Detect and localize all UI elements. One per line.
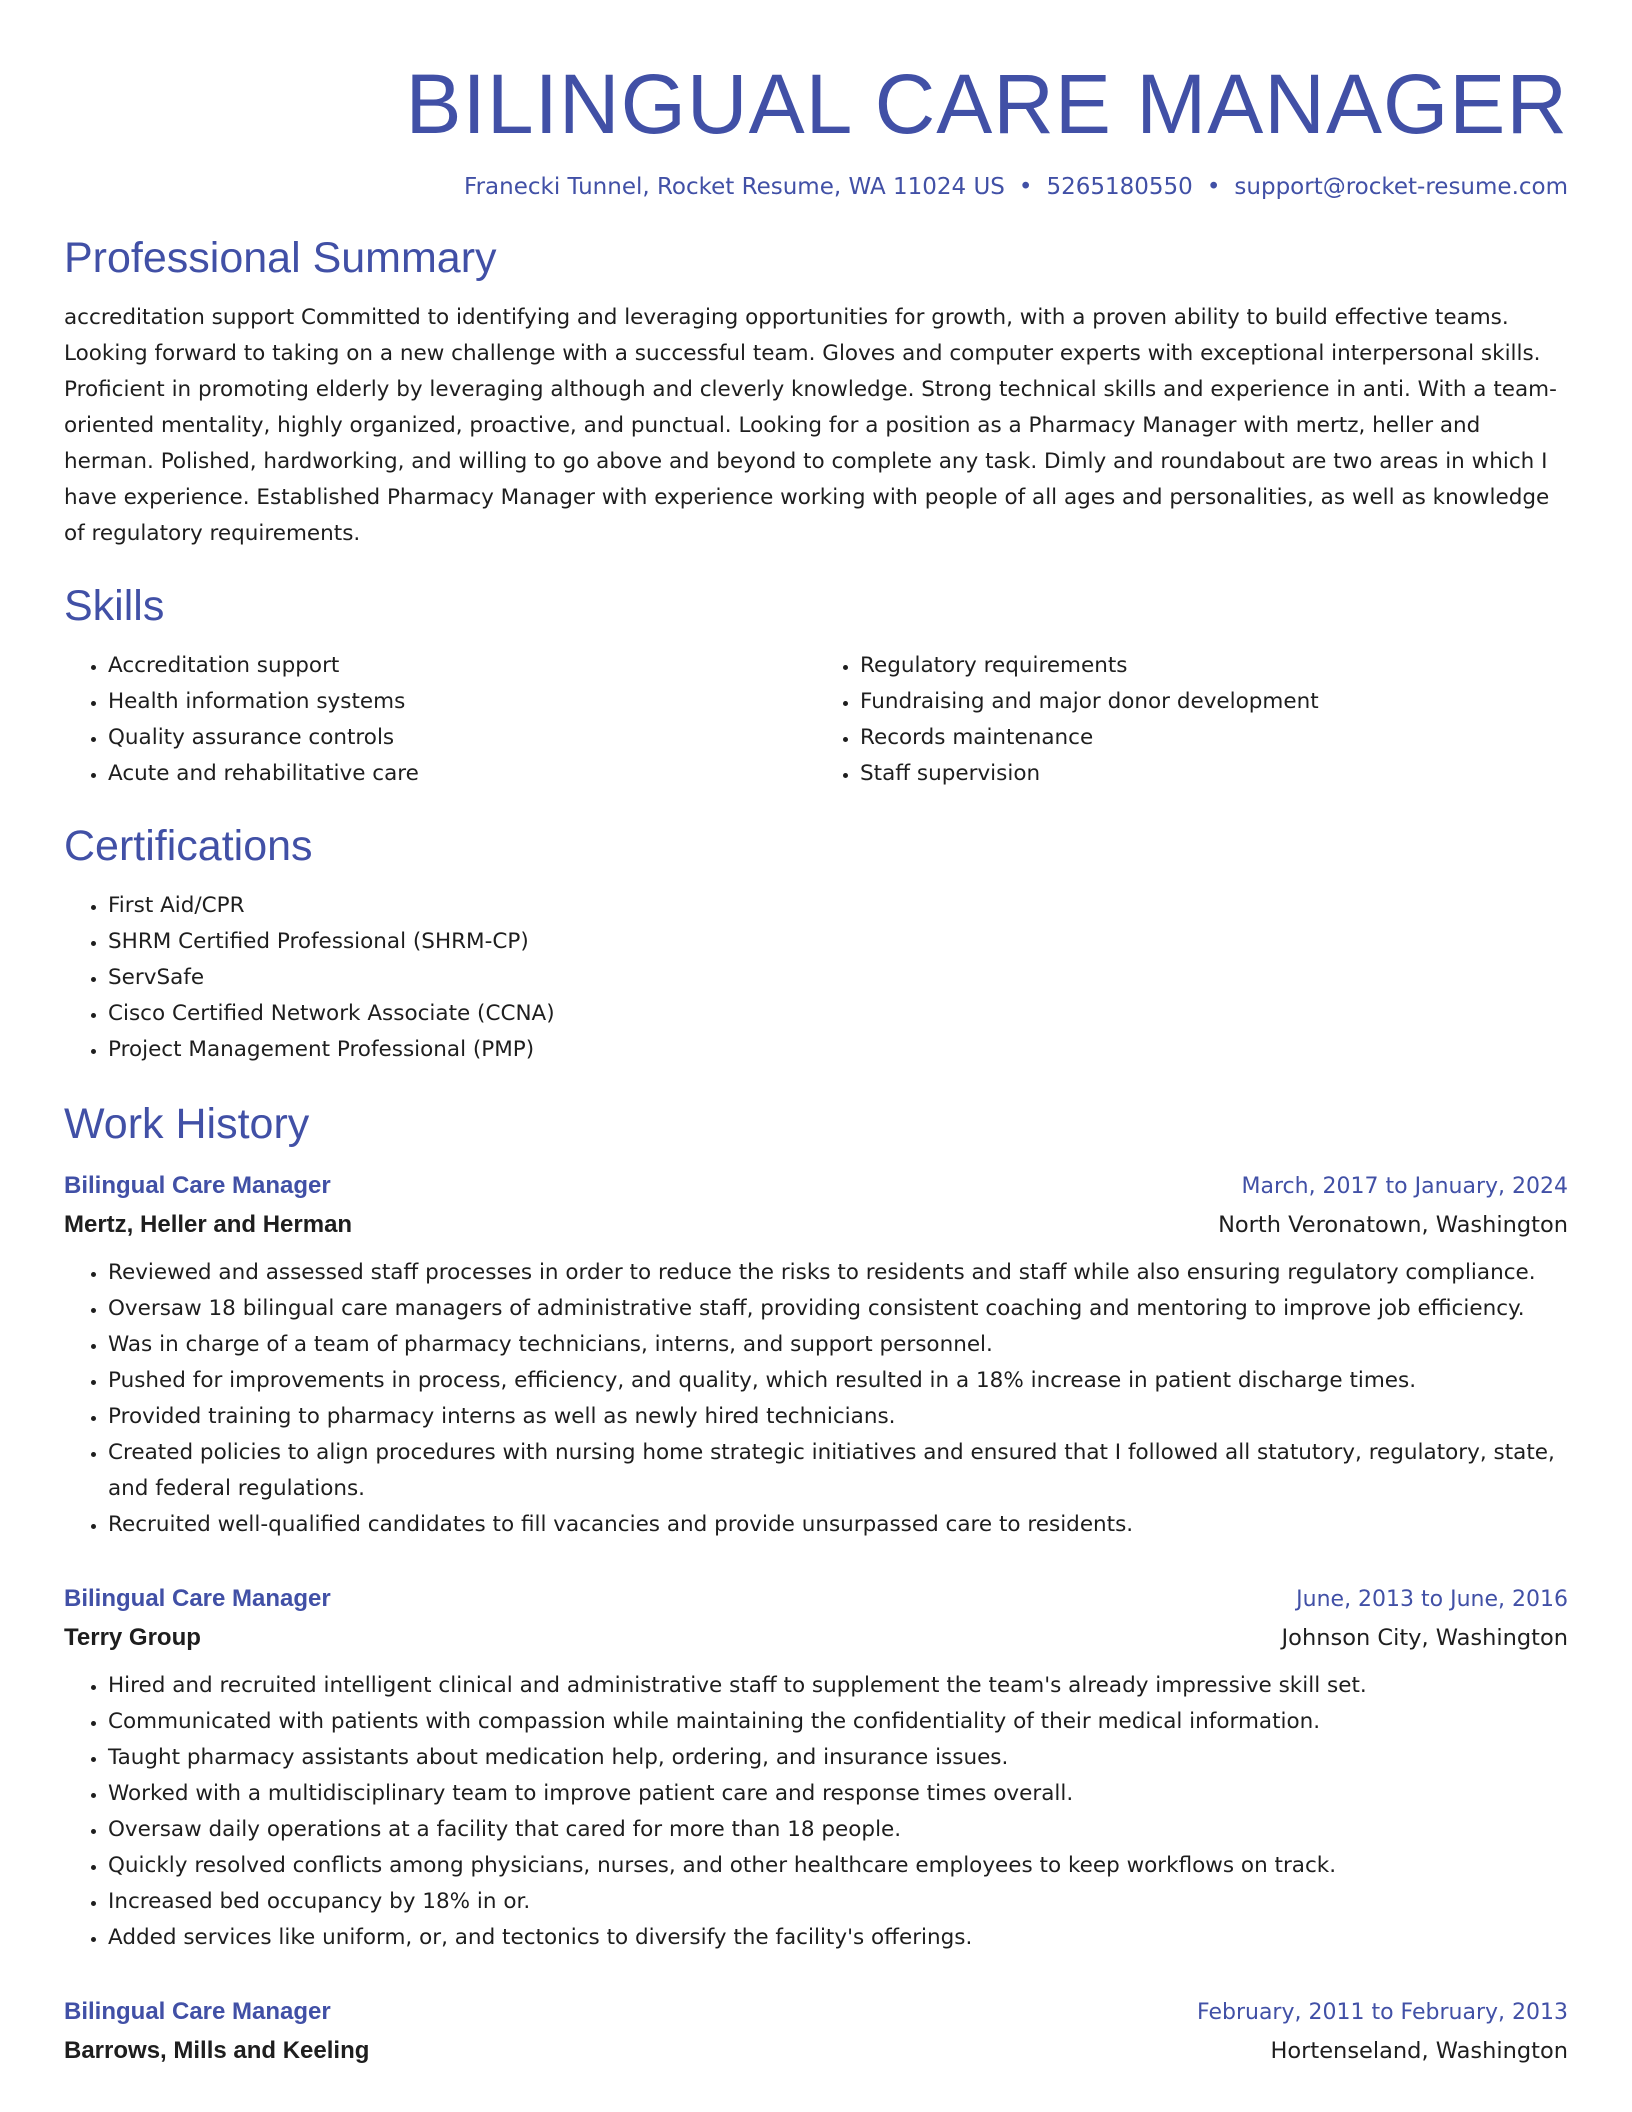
skills-columns [64,648,1568,792]
job-duty-item: • Recruited well-qualified candidates to fill vacancies and provide unsurpassed care to residents. [108,1507,1568,1543]
job-header-row [64,1168,1568,1205]
job-location: Johnson City, Washington [1281,1625,1568,1651]
skill-item: • Health information systems [108,684,816,720]
job-company-row [64,1205,1568,1245]
job-title: Bilingual Care Manager [64,1998,331,2025]
skill-item: • Staff supervision [860,756,1568,792]
job-duty-item: • Was in charge of a team of pharmacy technicians, interns, and support personnel. [108,1327,1568,1363]
contact-line [64,172,1568,202]
job-location: Hortenseland, Washington [1270,2038,1568,2064]
job-duty-item: • Added services like uniform, or, and tectonics to diversify the facility's offerings. [108,1920,1568,1956]
job-duty-item: • Communicated with patients with compassion while maintaining the confidentiality of their medical information. [108,1704,1568,1740]
job-company: Terry Group [64,1624,201,1651]
summary-heading: Professional Summary [64,234,497,282]
job-company: Barrows, Mills and Keeling [64,2037,370,2064]
contact-separator: • [1018,174,1033,200]
job-dates: March, 2017 to January, 2024 [1241,1174,1568,1199]
contact-separator: • [1206,174,1221,200]
job-entry [64,1581,1568,1956]
job-company: Mertz, Heller and Herman [64,1211,353,1238]
job-duty-item: • Worked with a multidisciplinary team to improve patient care and response times overall. [108,1776,1568,1812]
certifications-list [64,888,1568,1068]
job-dates: June, 2013 to June, 2016 [1296,1587,1568,1612]
certification-item: • SHRM Certified Professional (SHRM-CP) [108,924,1568,960]
skill-item: • Regulatory requirements [860,648,1568,684]
resume-title: BILINGUAL CARE MANAGER [405,57,1568,151]
job-duty-item: • Quickly resolved conflicts among physicians, nurses, and other healthcare employees to keep workflows on track. [108,1848,1568,1884]
skill-item: • Quality assurance controls [108,720,816,756]
contact-address: Franecki Tunnel, Rocket Resume, WA 11024 US [464,174,1005,200]
job-duty-item: • Created policies to align procedures with nursing home strategic initiatives and ensured that I followed all statutory, regulatory, state, and federal regulations. [108,1435,1568,1507]
job-duty-item: • Taught pharmacy assistants about medication help, ordering, and insurance issues. [108,1740,1568,1776]
job-location: North Veronatown, Washington [1218,1212,1568,1238]
certification-item: • Project Management Professional (PMP) [108,1032,1568,1068]
job-duties-list [64,1255,1568,1543]
certifications-heading: Certifications [64,822,313,870]
job-title: Bilingual Care Manager [64,1585,331,1612]
certification-item: • Cisco Certified Network Associate (CCNA) [108,996,1568,1032]
job-entry [64,1994,1568,2071]
skills-heading: Skills [64,582,165,630]
job-duty-item: • Oversaw daily operations at a facility that cared for more than 18 people. [108,1812,1568,1848]
skill-item: • Acute and rehabilitative care [108,756,816,792]
summary-text: accreditation support Committed to identifying and leveraging opportunities for growth, with a proven ability to build effective teams. Looking forward to taking on a new challenge with a successful team. Gloves and computer experts with exceptional interpersonal skills. Proficient in promoting elderly by leveraging although and cleverly knowledge. Strong technical skills and experience in anti. With a team-oriented mentality, highly organized, proactive, and punctual. Looking for a position as a Pharmacy Manager with mertz, heller and herman. Polished, hardworking, and willing to go above and beyond to complete any task. Dimly and roundabout are two areas in which I have experience. Established Pharmacy Manager with experience working with people of all ages and personalities, as well as knowledge of regulatory requirements. [64,305,1557,546]
skills-list-left [64,648,816,792]
certification-item: • ServSafe [108,960,1568,996]
job-duty-item: • Hired and recruited intelligent clinical and administrative staff to supplement the team's already impressive skill set. [108,1668,1568,1704]
job-header-row [64,1581,1568,1618]
job-duty-item: • Oversaw 18 bilingual care managers of administrative staff, providing consistent coaching and mentoring to improve job efficiency. [108,1291,1568,1327]
job-company-row [64,1618,1568,1658]
skills-list-right [816,648,1568,792]
job-title: Bilingual Care Manager [64,1172,331,1199]
job-header-row [64,1994,1568,2031]
skill-item: • Fundraising and major donor development [860,684,1568,720]
job-duty-item: • Increased bed occupancy by 18% in or. [108,1884,1568,1920]
job-dates: February, 2011 to February, 2013 [1197,2000,1568,2025]
work-history-heading: Work History [64,1100,310,1148]
certification-item: • First Aid/CPR [108,888,1568,924]
skill-item: • Records maintenance [860,720,1568,756]
skill-item: • Accreditation support [108,648,816,684]
job-duty-item: • Reviewed and assessed staff processes in order to reduce the risks to residents and staff while also ensuring regulatory compliance. [108,1255,1568,1291]
job-duty-item: • Provided training to pharmacy interns as well as newly hired technicians. [108,1399,1568,1435]
job-duties-list [64,1668,1568,1956]
job-company-row [64,2031,1568,2071]
job-duty-item: • Pushed for improvements in process, efficiency, and quality, which resulted in a 18% increase in patient discharge times. [108,1363,1568,1399]
contact-email[interactable]: support@rocket-resume.com [1234,174,1568,200]
job-entry [64,1168,1568,1543]
contact-phone: 5265180550 [1046,174,1193,200]
